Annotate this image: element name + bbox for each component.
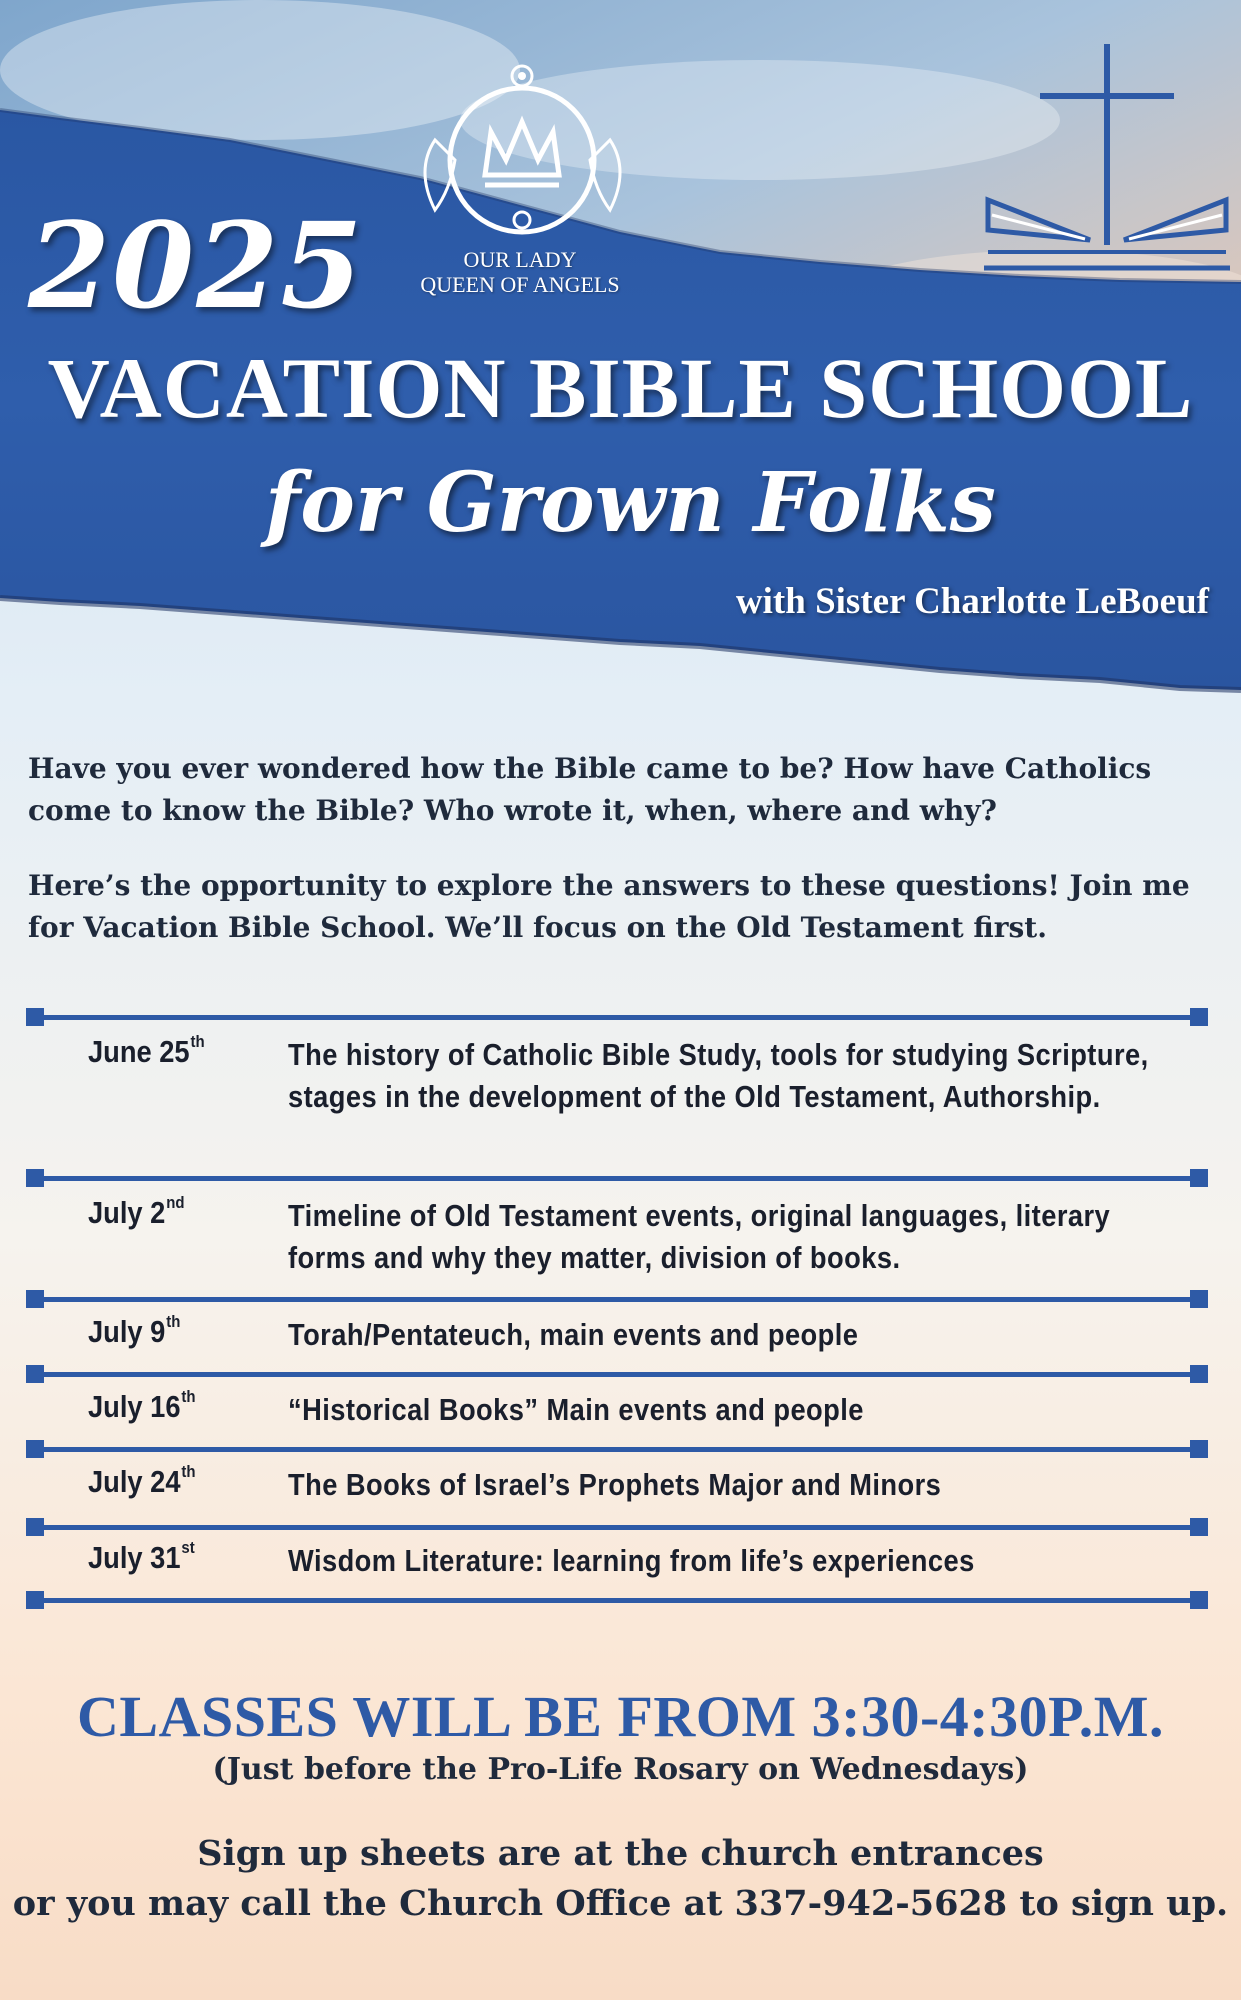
intro-paragraph-2: Here’s the opportunity to explore the answers to these questions! Join me for Vacation Bible School. We’ll focus on the Old Testament first. xyxy=(28,869,1190,944)
schedule-divider xyxy=(26,1015,1208,1020)
schedule-divider xyxy=(26,1372,1208,1377)
crown-crest-icon xyxy=(405,60,640,245)
schedule-date: July 16th xyxy=(88,1387,196,1424)
schedule-divider xyxy=(26,1297,1208,1302)
event-title: VACATION BIBLE SCHOOL xyxy=(47,340,1194,436)
logo-line-2: QUEEN OF ANGELS xyxy=(420,272,620,297)
schedule-date: July 9th xyxy=(88,1312,181,1349)
year-heading: 2025 xyxy=(28,196,365,335)
schedule-date: July 31st xyxy=(88,1538,195,1575)
schedule-divider xyxy=(26,1525,1208,1530)
schedule-date: July 24th xyxy=(88,1462,196,1499)
signup-line-2: or you may call the Church Office at 337-942-5628 to sign up. xyxy=(12,1883,1229,1924)
cross-open-book-icon xyxy=(980,40,1230,280)
schedule-topic: Timeline of Old Testament events, original languages, literary forms and why they matter, division of books. xyxy=(288,1198,1111,1275)
schedule-topic: The Books of Israel’s Prophets Major and Minors xyxy=(288,1467,942,1502)
schedule-topic: Torah/Pentateuch, main events and people xyxy=(288,1317,859,1352)
schedule-topic: “Historical Books” Main events and people xyxy=(288,1392,864,1427)
class-time-note: (Just before the Pro-Life Rosary on Wednesdays) xyxy=(212,1752,1029,1787)
schedule-date: July 2nd xyxy=(88,1193,185,1230)
schedule-date: June 25th xyxy=(88,1032,205,1069)
schedule-divider xyxy=(26,1598,1208,1603)
schedule-topic: The history of Catholic Bible Study, tools for studying Scripture, stages in the development of the Old Testament, Authorship. xyxy=(288,1037,1149,1114)
schedule-divider xyxy=(26,1176,1208,1181)
logo-line-1: OUR LADY xyxy=(463,247,577,272)
class-time-heading: CLASSES WILL BE FROM 3:30-4:30P.M. xyxy=(77,1684,1164,1749)
parish-logo-text xyxy=(405,247,635,297)
header-banner xyxy=(0,0,1241,700)
presenter-name: with Sister Charlotte LeBoeuf xyxy=(735,581,1209,622)
event-subtitle: for Grown Folks xyxy=(265,455,996,551)
intro-paragraph-1: Have you ever wondered how the Bible came to be? How have Catholics come to know the Bible? Who wrote it, when, where and why? xyxy=(28,752,1152,827)
signup-line-1: Sign up sheets are at the church entrances xyxy=(197,1833,1044,1874)
schedule-divider xyxy=(26,1447,1208,1452)
schedule-topic: Wisdom Literature: learning from life’s experiences xyxy=(288,1543,975,1578)
